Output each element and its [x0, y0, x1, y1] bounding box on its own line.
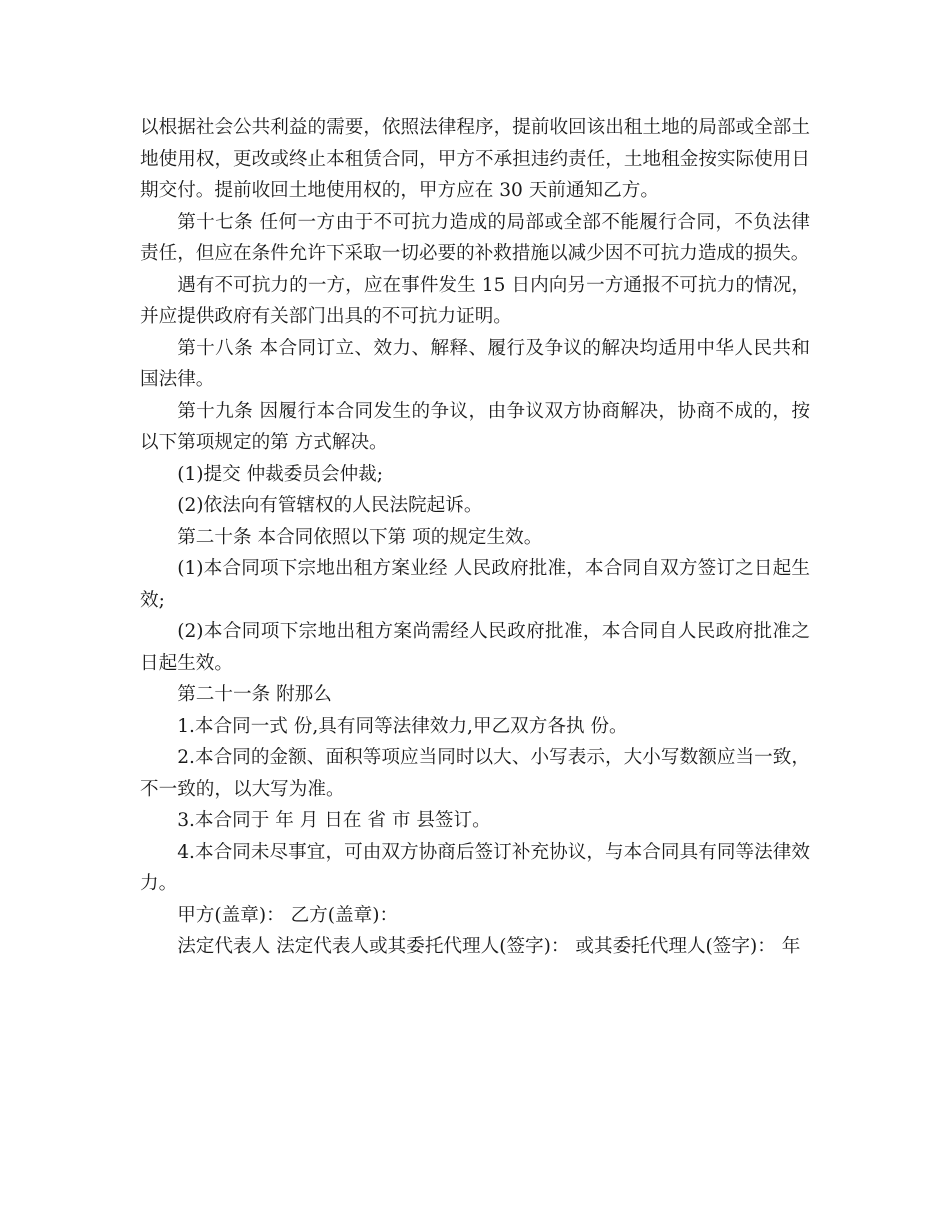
- document-body: [140, 112, 810, 963]
- paragraph-article-20: 第二十条 本合同依照以下第 项的规定生效。: [177, 526, 543, 548]
- paragraph-article-18: 第十八条 本合同订立、效力、解释、履行及争议的解决均适用中华人民共和国法律。: [140, 337, 810, 390]
- paragraph-article-17: 第十七条 任何一方由于不可抗力造成的局部或全部不能履行合同，不负法律责任，但应在条件允许下采取一切必要的补救措施以减少因不可抗力造成的损失。: [140, 211, 810, 264]
- paragraph-clause-2: 2.本合同的金额、面积等项应当同时以大、小写表示，大小写数额应当一致，不一致的，以大写为准。: [140, 747, 810, 800]
- paragraph-clause-1: 1.本合同一式 份,具有同等法律效力,甲乙双方各执 份。: [177, 715, 628, 737]
- paragraph-land-recovery: 以根据社会公共利益的需要，依照法律程序，提前收回该出租土地的局部或全部土地使用权，更改或终止本租赁合同，甲方不承担违约责任，土地租金按实际使用日期交付。提前收回土地使用权的，甲方应在 30 天前通知乙方。: [140, 117, 810, 201]
- paragraph-clause-3: 3.本合同于 年 月 日在 省 市 县签订。: [177, 810, 491, 831]
- paragraph-effect-option-2: (2)本合同项下宗地出租方案尚需经人民政府批准，本合同自人民政府批准之日起生效。: [140, 621, 810, 674]
- paragraph-litigation-option: (2)依法向有管辖权的人民法院起诉。: [177, 495, 483, 516]
- paragraph-article-19: 第十九条 因履行本合同发生的争议，由争议双方协商解决，协商不成的，按以下第项规定的第 方式解决。: [140, 400, 810, 453]
- paragraph-article-21: 第二十一条 附那么: [177, 684, 332, 705]
- paragraph-clause-4: 4.本合同未尽事宜，可由双方协商后签订补充协议，与本合同具有同等法律效力。: [140, 841, 810, 894]
- paragraph-party-seals: 甲方(盖章)： 乙方(盖章)：: [177, 904, 399, 926]
- paragraph-arbitration-option: (1)提交 仲裁委员会仲裁;: [177, 463, 384, 485]
- paragraph-force-majeure-notice: 遇有不可抗力的一方，应在事件发生 15 日内向另一方通报不可抗力的情况，并应提供政府有关部门出具的不可抗力证明。: [140, 274, 810, 327]
- paragraph-effect-option-1: (1)本合同项下宗地出租方案业经 人民政府批准，本合同自双方签订之日起生效;: [140, 558, 810, 611]
- paragraph-signatures: 法定代表人 法定代表人或其委托代理人(签字)： 或其委托代理人(签字)： 年: [177, 936, 801, 957]
